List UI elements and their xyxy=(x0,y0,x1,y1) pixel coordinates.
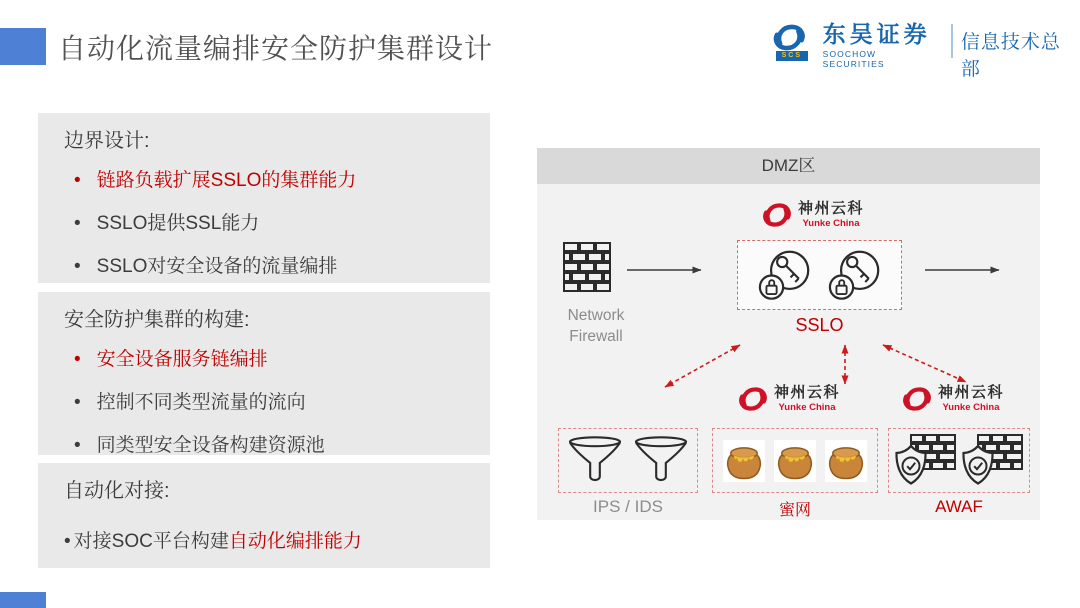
bullet-text: 链路负载扩展SSLO的集群能力 xyxy=(96,170,357,191)
yunke-swirl-icon xyxy=(761,200,793,230)
vendor-name-cn: 神州云科 xyxy=(798,200,865,218)
orchestration-arrow-ips xyxy=(665,345,740,387)
ips-ids-label: IPS / IDS xyxy=(593,497,663,516)
sslo-label: SSLO xyxy=(795,315,844,335)
bullet-item xyxy=(64,213,480,236)
bullet-text-red: 自动化编排能力 xyxy=(228,531,362,552)
bullet-item xyxy=(64,392,480,415)
bullet-text-plain: 对接SOC平台构建 xyxy=(73,531,229,552)
company-name-en: SOOCHOW SECURITIES xyxy=(822,49,885,70)
vendor-name-cn: 神州云科 xyxy=(774,384,841,402)
page-title: 自动化流量编排安全防护集群设计 xyxy=(58,33,494,64)
company-name-cn: 东吴证券 xyxy=(822,21,931,47)
vendor-name-en: Yunke China xyxy=(942,401,1000,413)
bullet-text: SSLO提供SSL能力 xyxy=(96,212,260,234)
vendor-name-en: Yunke China xyxy=(778,401,836,413)
orchestration-arrow-awaf xyxy=(883,345,966,382)
vendor-text xyxy=(798,201,864,229)
yunke-swirl-icon xyxy=(737,384,769,414)
bullet-text: SSLO对安全设备的流量编排 xyxy=(96,255,338,277)
panel-automation xyxy=(38,463,490,568)
bullet-dot: • xyxy=(74,434,81,455)
bullet-text: 同类型安全设备构建资源池 xyxy=(96,434,325,455)
bullet-item xyxy=(64,170,480,193)
title-accent-bar xyxy=(0,28,46,65)
bullet-text: 安全设备服务链编排 xyxy=(96,349,268,370)
bottom-accent-bar xyxy=(0,592,46,608)
dmz-zone-header xyxy=(537,148,1040,184)
brand-logo xyxy=(768,22,1080,81)
department-label: 信息技术总部 xyxy=(960,32,1061,80)
bullet-item xyxy=(64,349,480,372)
panel-cluster-build xyxy=(38,292,490,455)
vendor-name-en: Yunke China xyxy=(802,217,860,229)
logo-divider xyxy=(951,24,953,58)
funnel-icon xyxy=(632,435,690,487)
awaf-label: AWAF xyxy=(935,497,983,516)
dmz-zone xyxy=(537,148,1040,520)
ips-ids-box xyxy=(558,428,698,493)
dmz-zone-label: DMZ区 xyxy=(761,156,816,175)
ssl-key-icon xyxy=(757,249,813,301)
firewall-label-line1: Network xyxy=(567,307,625,324)
honeypot-icon xyxy=(723,440,765,482)
ssl-key-icon xyxy=(827,249,883,301)
firewall-label-line2: Firewall xyxy=(569,327,623,345)
soochow-swirl-icon xyxy=(771,22,813,53)
honeynet-box xyxy=(712,428,878,493)
dmz-zone-body xyxy=(537,184,1040,520)
bullet-item xyxy=(64,256,480,279)
sslo-box xyxy=(737,240,902,310)
company-names xyxy=(823,22,941,69)
logo-monogram: SCS xyxy=(776,51,808,61)
bullet-dot: • xyxy=(74,391,81,413)
bullet-dot: • xyxy=(74,170,81,191)
brand-mark xyxy=(768,22,816,61)
vendor-logo-honeynet xyxy=(737,384,840,414)
bullet-item xyxy=(64,531,480,554)
vendor-text xyxy=(774,385,840,413)
awaf-box xyxy=(888,428,1030,493)
honeynet-label: 蜜网 xyxy=(778,502,811,519)
bullet-dot: • xyxy=(64,531,71,552)
bullet-dot: • xyxy=(74,349,81,370)
vendor-logo-awaf xyxy=(901,384,1004,414)
panel-border-design xyxy=(38,113,490,283)
panel-heading: 自动化对接: xyxy=(64,480,170,502)
firewall-label xyxy=(551,306,641,348)
shield-firewall-icon xyxy=(962,433,1024,489)
bullet-dot: • xyxy=(74,255,81,277)
honeypot-icon xyxy=(774,440,816,482)
bullet-text: 控制不同类型流量的流向 xyxy=(96,391,306,413)
vendor-name-cn: 神州云科 xyxy=(938,384,1005,402)
honeypot-icon xyxy=(825,440,867,482)
panel-heading: 安全防护集群的构建: xyxy=(64,309,250,331)
bullet-text xyxy=(74,531,362,554)
vendor-text xyxy=(938,385,1004,413)
yunke-swirl-icon xyxy=(901,384,933,414)
funnel-icon xyxy=(566,435,624,487)
firewall-brick-icon xyxy=(563,242,611,292)
shield-firewall-icon xyxy=(895,433,957,489)
bullet-item xyxy=(64,435,480,455)
vendor-logo-sslo xyxy=(761,200,864,230)
bullet-dot: • xyxy=(74,212,81,234)
panel-heading: 边界设计: xyxy=(64,130,150,152)
